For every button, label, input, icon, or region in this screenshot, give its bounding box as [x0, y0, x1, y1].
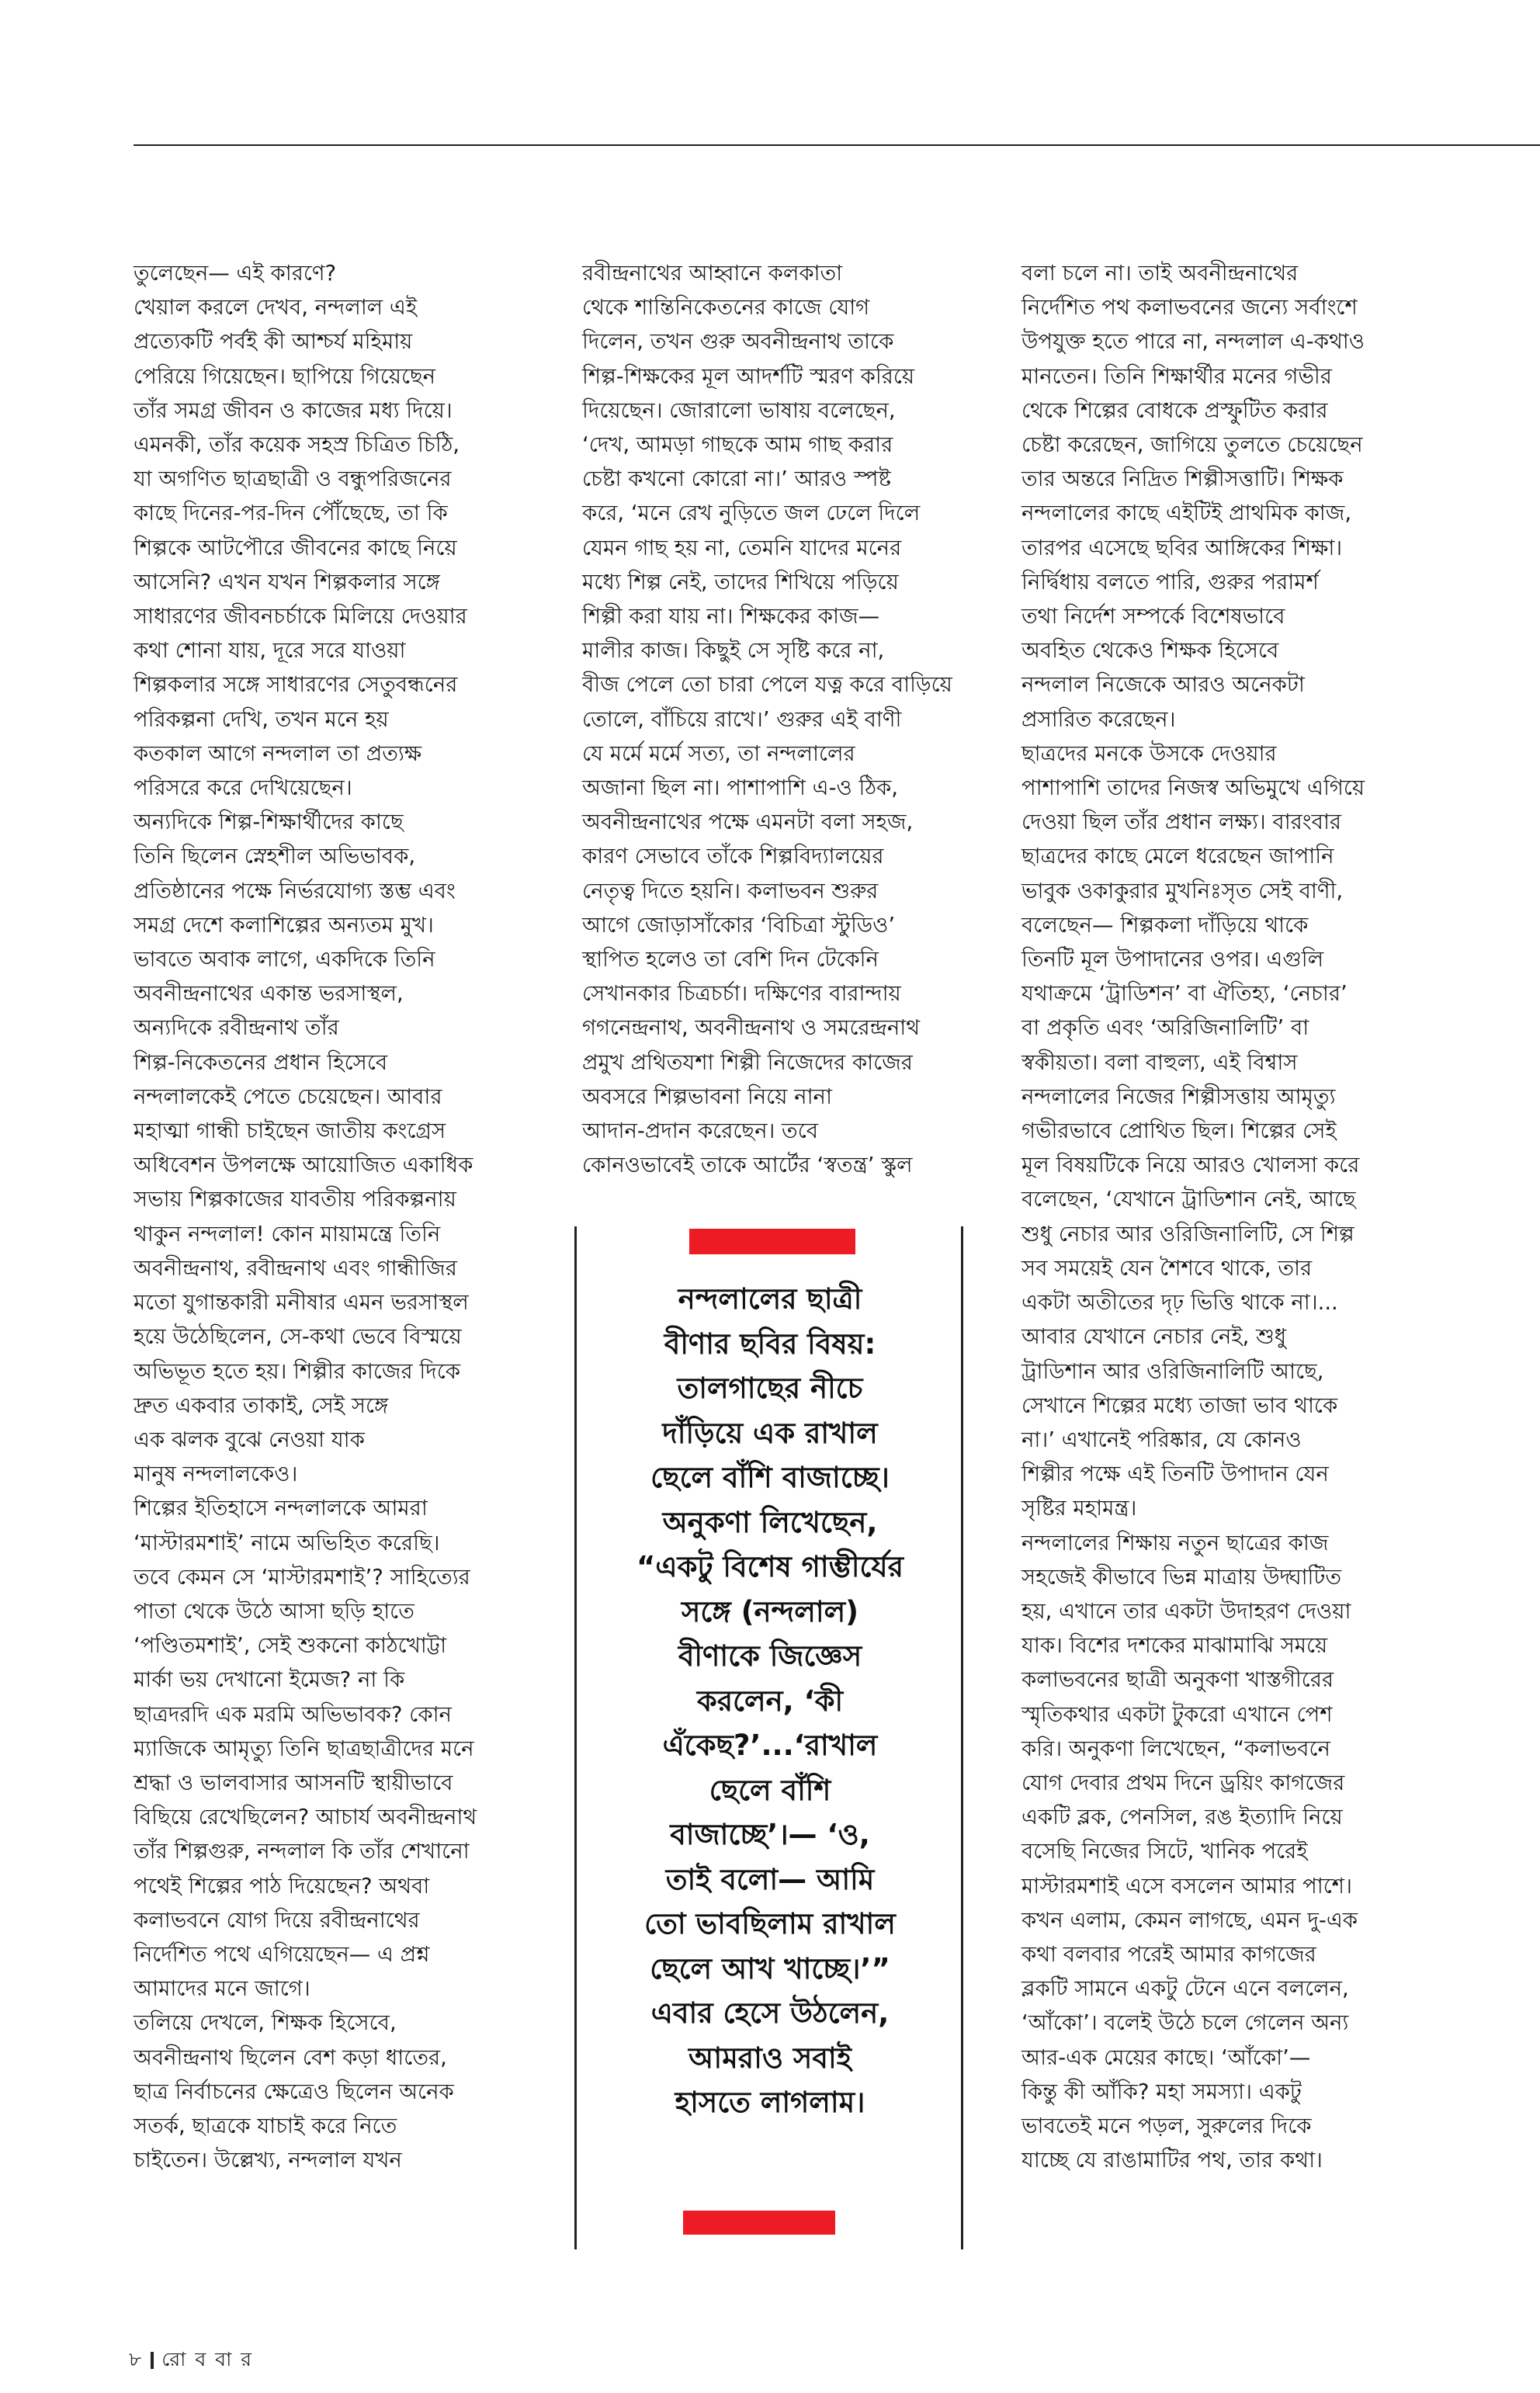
page-number: ৮ [129, 2348, 144, 2370]
column-1-text: তুলেছেন— এই কারণে? খেয়াল করলে দেখব, নন্দলাল এই প্রত্যেকটি পর্বই কী আশ্চর্য মহিমায় পেরিয়ে গিয়েছেন। ছাপিয়ে গিয়েছেন তাঁর সমগ্র জীবন ও কাজের মধ্য দিয়ে। এমনকী, তাঁর কয়েক সহস্র চিত্রিত চিঠি, যা অগণিত ছাত্রছাত্রী ও বন্ধুপরিজনের কাছে দিনের-পর-দিন পৌঁছেছে, তা কি শিল্পকে আটপৌরে জীবনের কাছে নিয়ে আসেনি? এখন যখন শিল্পকলার সঙ্গে সাধারণের জীবনচর্চাকে মিলিয়ে দেওয়ার কথা শোনা যায়, দূরে সরে যাওয়া শিল্পকলার সঙ্গে সাধারণের সেতুবন্ধনের পরিকল্পনা দেখি, তখন মনে হয় কতকাল আগে নন্দলাল তা প্রত্যক্ষ পরিসরে করে দেখিয়েছেন। অন্যদিকে শিল্প-শিক্ষার্থীদের কাছে তিনি ছিলেন স্নেহশীল অভিভাবক, প্রতিষ্ঠানের পক্ষে নির্ভরযোগ্য স্তম্ভ এবং সমগ্র দেশে কলাশিল্পের অন্যতম মুখ। ভাবতে অবাক লাগে, একদিকে তিনি অবনীন্দ্রনাথের একান্ত ভরসাস্থল, অন্যদিকে রবীন্দ্রনাথ তাঁর শিল্প-নিকেতনের প্রধান হিসেবে নন্দলালকেই পেতে চেয়েছেন। আবার মহাত্মা গান্ধী চাইছেন জাতীয় কংগ্রেস অধিবেশন উপলক্ষে আয়োজিত একাধিক সভায় শিল্পকাজের যাবতীয় পরিকল্পনায় থাকুন নন্দলাল! কোন মায়ামন্ত্রে তিনি অবনীন্দ্রনাথ, রবীন্দ্রনাথ এবং গান্ধীজির মতো যুগান্তকারী মনীষার এমন ভরসাস্থল হয়ে উঠেছিলেন, সে-কথা ভেবে বিস্ময়ে অভিভূত হতে হয়। শিল্পীর কাজের দিকে দ্রুত একবার তাকাই, সেই সঙ্গে এক ঝলক বুঝে নেওয়া যাক মানুষ নন্দলালকেও। শিল্পের ইতিহাসে নন্দলালকে আমরা ‘মাস্টারমশাই’ নামে অভিহিত করেছি। তবে কেমন সে ‘মাস্টারমশাই’? সাহিত্যের পাতা থেকে উঠে আসা ছড়ি হাতে ‘পণ্ডিতমশাই’, সেই শুকনো কাঠখোট্টা মার্কা ভয় দেখানো ইমেজ? না কি ছাত্রদরদি এক মরমি অভিভাবক? কোন ম্যাজিকে আমৃত্যু তিনি ছাত্রছাত্রীদের মনে শ্রদ্ধা ও ভালবাসার আসনটি স্থায়ীভাবে বিছিয়ে রেখেছিলেন? আচার্য অবনীন্দ্রনাথ তাঁর শিল্পগুরু, নন্দলাল কি তাঁর শেখানো পথেই শিল্পের পাঠ দিয়েছেন? অথবা কলাভবনে যোগ দিয়ে রবীন্দ্রনাথের নির্দেশিত পথে এগিয়েছেন— এ প্রশ্ন আমাদের মনে জাগে। তলিয়ে দেখলে, শিক্ষক হিসেবে, অবনীন্দ্রনাথ ছিলেন বেশ কড়া ধাতের, ছাত্র নির্বাচনের ক্ষেত্রেও ছিলেন অনেক সতর্ক, ছাত্রকে যাচাই করে নিতে চাইতেন। উল্লেখ্য, নন্দলাল যখন [134, 261, 477, 2173]
pullquote-right-rule [961, 1226, 963, 2249]
pullquote: নন্দলালের ছাত্রী বীণার ছবির বিষয়: তালগাছের নীচে দাঁড়িয়ে এক রাখাল ছেলে বাঁশি বাজাচ্ছে। অনুকণা লিখেছেন, “একটু বিশেষ গাম্ভীর্যের সঙ্গে (নন্দলাল) বীণাকে জিজ্ঞেস করলেন, ‘কী এঁকেছ?’...‘রাখাল ছেলে বাঁশি বাজাচ্ছে’।— ‘ও, তাই বলো— আমি তো ভাবছিলাম রাখাল ছেলে আখ খাচ্ছে।’” এবার হেসে উঠলেন, আমরাও সবাই হাসতে লাগলাম। [636, 1282, 904, 2119]
pullquote-left-rule [574, 1226, 577, 2249]
article-column-1 [134, 256, 557, 2177]
magazine-name: রো ব বা র [161, 2348, 254, 2370]
top-rule [134, 144, 1540, 146]
page-footer [129, 2344, 253, 2377]
footer-divider [151, 2352, 154, 2369]
article-column-2 [582, 256, 1008, 1182]
column-2-text: রবীন্দ্রনাথের আহ্বানে কলকাতা থেকে শান্তিনিকেতনের কাজে যোগ দিলেন, তখন গুরু অবনীন্দ্রনাথ তাকে শিল্প-শিক্ষকের মূল আদর্শটি স্মরণ করিয়ে দিয়েছেন। জোরালো ভাষায় বলেছেন, ‘দেখ, আমড়া গাছকে আম গাছ করার চেষ্টা কখনো কোরো না।’ আরও স্পষ্ট করে, ‘মনে রেখ নুড়িতে জল ঢেলে দিলে যেমন গাছ হয় না, তেমনি যাদের মনের মধ্যে শিল্প নেই, তাদের শিখিয়ে পড়িয়ে শিল্পী করা যায় না। শিক্ষকের কাজ— মালীর কাজ। কিছুই সে সৃষ্টি করে না, বীজ পেলে তো চারা পেলে যত্ন করে বাড়িয়ে তোলে, বাঁচিয়ে রাখে।’ গুরুর এই বাণী যে মর্মে মর্মে সত্য, তা নন্দলালের অজানা ছিল না। পাশাপাশি এ-ও ঠিক, অবনীন্দ্রনাথের পক্ষে এমনটা বলা সহজ, কারণ সেভাবে তাঁকে শিল্পবিদ্যালয়ের নেতৃত্ব দিতে হয়নি। কলাভবন শুরুর আগে জোড়াসাঁকোর ‘বিচিত্রা স্টুডিও’ স্থাপিত হলেও তা বেশি দিন টেকেনি সেখানকার চিত্রচর্চা। দক্ষিণের বারান্দায় গগনেন্দ্রনাথ, অবনীন্দ্রনাথ ও সমরেন্দ্রনাথ প্রমুখ প্রথিতযশা শিল্পী নিজেদের কাজের অবসরে শিল্পভাবনা নিয়ে নানা আদান-প্রদান করেছেন। তবে কোনওভাবেই তাকে আর্টের ‘স্বতন্ত্র’ স্কুল [582, 261, 952, 1178]
column-3-text: বলা চলে না। তাই অবনীন্দ্রনাথের নির্দেশিত পথ কলাভবনের জন্যে সর্বাংশে উপযুক্ত হতে পারে না, নন্দলাল এ-কথাও মানতেন। তিনি শিক্ষার্থীর মনের গভীর থেকে শিল্পের বোধকে প্রস্ফুটিত করার চেষ্টা করেছেন, জাগিয়ে তুলতে চেয়েছেন তার অন্তরে নিদ্রিত শিল্পীসত্তাটি। শিক্ষক নন্দলালের কাছে এইটিই প্রাথমিক কাজ, তারপর এসেছে ছবির আঙ্গিকের শিক্ষা। নির্দ্বিধায় বলতে পারি, গুরুর পরামর্শ তথা নির্দেশ সম্পর্কে বিশেষভাবে অবহিত থেকেও শিক্ষক হিসেবে নন্দলাল নিজেকে আরও অনেকটা প্রসারিত করেছেন। ছাত্রদের মনকে উসকে দেওয়ার পাশাপাশি তাদের নিজস্ব অভিমুখে এগিয়ে দেওয়া ছিল তাঁর প্রধান লক্ষ্য। বারংবার ছাত্রদের কাছে মেলে ধরেছেন জাপানি ভাবুক ওকাকুরার মুখনিঃসৃত সেই বাণী, বলেছেন— শিল্পকলা দাঁড়িয়ে থাকে তিনটি মূল উপাদানের ওপর। এগুলি যথাক্রমে ‘ট্রাডিশন’ বা ঐতিহ্য, ‘নেচার’ বা প্রকৃতি এবং ‘অরিজিনালিটি’ বা স্বকীয়তা। বলা বাহুল্য, এই বিশ্বাস নন্দলালের নিজের শিল্পীসত্তায় আমৃত্যু গভীরভাবে প্রোথিত ছিল। শিল্পের সেই মূল বিষয়টিকে নিয়ে আরও খোলসা করে বলেছেন, ‘যেখানে ট্রাডিশান নেই, আছে শুধু নেচার আর ওরিজিনালিটি, সে শিল্প সব সময়েই যেন শৈশবে থাকে, তার একটা অতীতের দৃঢ় ভিত্তি থাকে না।... আবার যেখানে নেচার নেই, শুধু ট্রাডিশান আর ওরিজিনালিটি আছে, সেখানে শিল্পের মধ্যে তাজা ভাব থাকে না।’ এখানেই পরিষ্কার, যে কোনও শিল্পীর পক্ষে এই তিনটি উপাদান যেন সৃষ্টির মহামন্ত্র। নন্দলালের শিক্ষায় নতুন ছাত্রের কাজ সহজেই কীভাবে ভিন্ন মাত্রায় উদ্ঘাটিত হয়, এখানে তার একটা উদাহরণ দেওয়া যাক। বিশের দশকের মাঝামাঝি সময়ে কলাভবনের ছাত্রী অনুকণা খাস্তগীরের স্মৃতিকথার একটা টুকরো এখানে পেশ করি। অনুকণা লিখেছেন, “কলাভবনে যোগ দেবার প্রথম দিনে ড্রয়িং কাগজের একটি ব্লক, পেনসিল, রঙ ইত্যাদি নিয়ে বসেছি নিজের সিটে, খানিক পরেই মাস্টারমশাই এসে বসলেন আমার পাশে। কখন এলাম, কেমন লাগছে, এমন দু-এক কথা বলবার পরেই আমার কাগজের ব্লকটি সামনে একটু টেনে এনে বললেন, ‘আঁকো’। বলেই উঠে চলে গেলেন অন্য আর-এক মেয়ের কাছে। ‘আঁকো’— কিন্তু কী আঁকি? মহা সমস্যা। একটু ভাবতেই মনে পড়ল, সুরুলের দিকে যাচ্ছে যে রাঙামাটির পথ, তার কথা। [1021, 261, 1365, 2173]
pullquote-top-red-bar [689, 1229, 855, 1254]
article-column-3 [1021, 256, 1456, 2177]
pullquote-bottom-red-bar [683, 2211, 835, 2235]
